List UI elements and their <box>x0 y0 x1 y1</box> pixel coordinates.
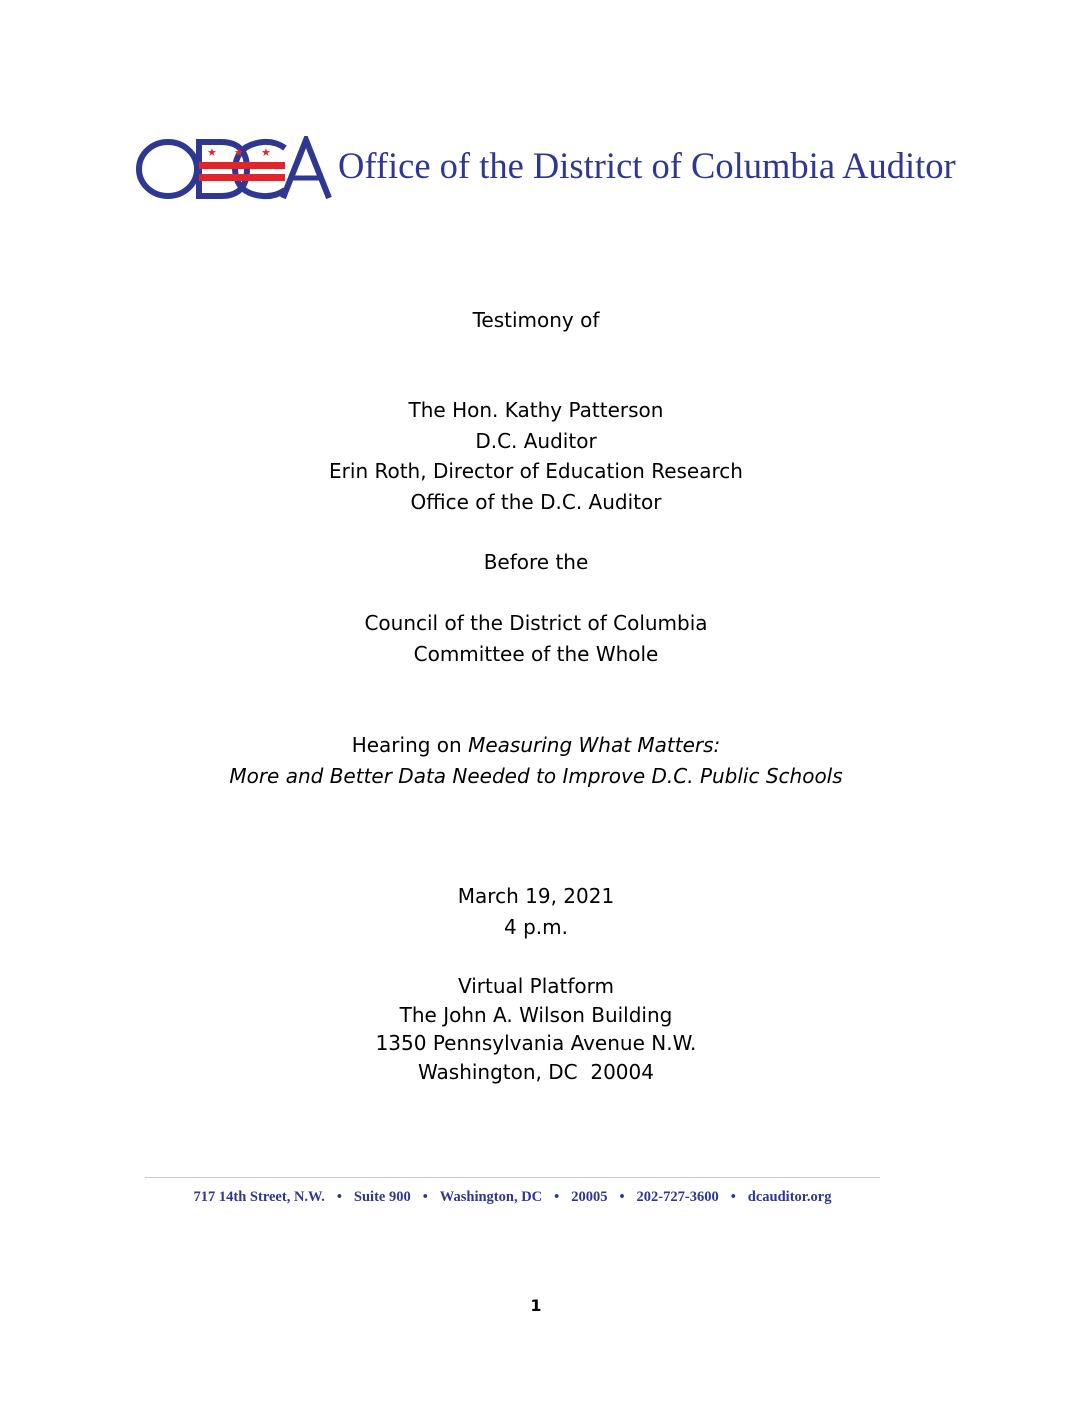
location-line-1: Virtual Platform <box>457 974 615 998</box>
footer-city: Washington, DC <box>439 1189 543 1205</box>
page-number: 1 <box>530 1296 542 1315</box>
witness-1-name: The Hon. Kathy Patterson <box>408 398 664 422</box>
footer-zip: 20005 <box>571 1189 608 1205</box>
hearing-block <box>0 730 1072 791</box>
location-block <box>0 972 1072 1086</box>
testimony-of-label: Testimony of <box>472 308 600 332</box>
hearing-line-1 <box>0 730 1072 761</box>
hearing-prefix: Hearing on <box>351 733 469 757</box>
footer-separator: • <box>730 1189 736 1205</box>
witness-2: Erin Roth, Director of Education Research <box>329 459 743 483</box>
footer-website[interactable]: dcauditor.org <box>747 1189 832 1205</box>
footer-divider <box>145 1177 880 1178</box>
committee-name: Committee of the Whole <box>413 641 659 666</box>
council-name: Council of the District of Columbia <box>364 611 708 635</box>
before-the <box>0 547 1072 578</box>
witness-1-title: D.C. Auditor <box>475 428 597 453</box>
footer-suite: Suite 900 <box>353 1189 411 1205</box>
footer-address <box>145 1189 880 1206</box>
footer-separator: • <box>422 1189 428 1205</box>
footer-separator: • <box>619 1189 625 1205</box>
testimony-of <box>0 305 1072 336</box>
hearing-time: 4 p.m. <box>504 914 568 939</box>
location-line-2: The John A. Wilson Building <box>399 1002 673 1027</box>
location-line-4: Washington, DC 20004 <box>418 1059 654 1084</box>
before-the-label: Before the <box>483 550 589 574</box>
footer-street: 717 14th Street, N.W. <box>193 1189 325 1205</box>
hearing-date: March 19, 2021 <box>457 884 615 908</box>
svg-text:★: ★ <box>207 146 217 159</box>
org-name: Office of the District of Columbia Auditor <box>338 145 956 186</box>
council-block <box>0 608 1072 669</box>
witness-office: Office of the D.C. Auditor <box>410 489 662 514</box>
letterhead <box>135 136 955 202</box>
hearing-title-line-1: Measuring What Matters: <box>468 733 721 757</box>
footer-separator: • <box>336 1189 342 1205</box>
hearing-title-line-2: More and Better Data Needed to Improve D.C. Public Schools <box>229 763 843 788</box>
footer-phone: 202-727-3600 <box>636 1189 719 1205</box>
date-block <box>0 881 1072 942</box>
witness-block <box>0 395 1072 517</box>
footer-separator: • <box>554 1189 560 1205</box>
odca-logo <box>135 136 335 202</box>
svg-text:★: ★ <box>234 146 244 159</box>
svg-text:★: ★ <box>261 146 271 159</box>
location-line-3: 1350 Pennsylvania Avenue N.W. <box>375 1031 697 1055</box>
